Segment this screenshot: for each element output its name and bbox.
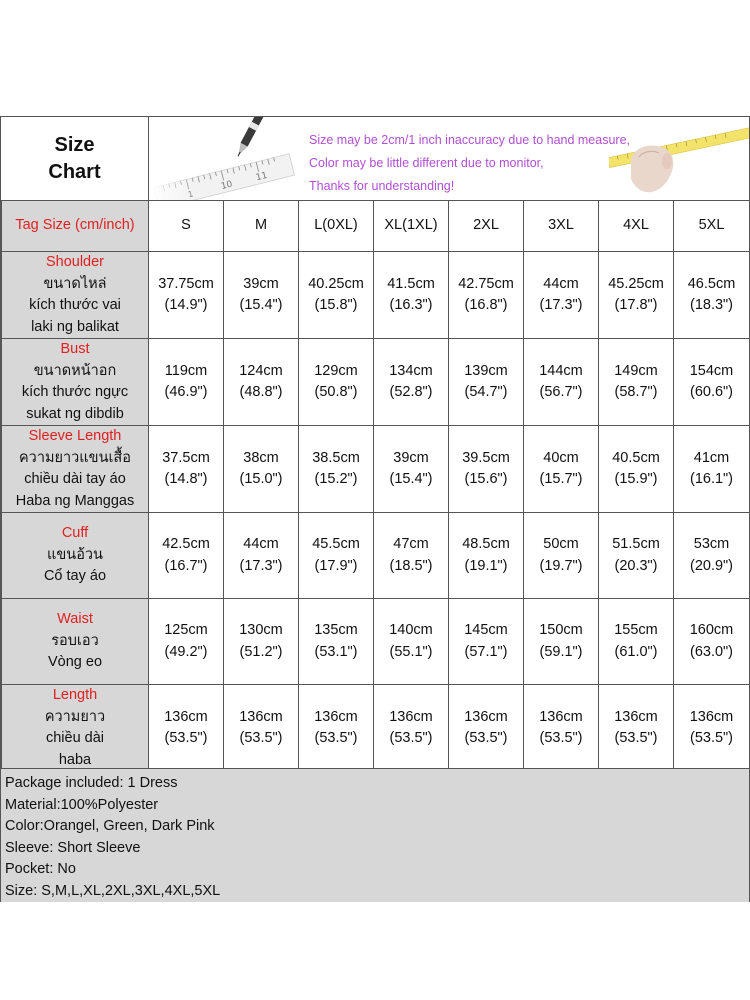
measurement-value-cell (674, 426, 750, 513)
measurement-translation: kích thước ngực (21, 384, 129, 400)
measurement-value-cell (374, 252, 449, 339)
measurement-value-cell (224, 599, 299, 685)
info-pocket: Pocket: No (5, 861, 76, 877)
measurement-value-cell (449, 685, 524, 772)
measurement-value-cell (149, 426, 224, 513)
value-inch: (17.3") (239, 557, 283, 574)
measurement-translation: Haba ng Manggas (15, 492, 135, 509)
value-cm: 38.5cm (312, 449, 360, 466)
value-cm: 136cm (614, 708, 658, 725)
size-column-header: S (149, 201, 224, 252)
measurement-name: Waist (57, 611, 93, 628)
value-inch: (14.9") (164, 297, 208, 313)
measurement-value-cell (149, 599, 224, 685)
measurement-value-cell (674, 339, 750, 426)
measurement-value-cell (674, 513, 750, 599)
value-cm: 136cm (314, 708, 358, 725)
value-cm: 41.5cm (387, 275, 435, 292)
measurement-name: Length (52, 687, 98, 703)
value-inch: (15.2") (314, 471, 358, 487)
measurement-label-cell (2, 252, 149, 339)
value-inch: (17.8") (614, 297, 658, 313)
banner-notes (309, 129, 630, 198)
measurement-value-cell (674, 685, 750, 772)
measurement-label-cell (2, 599, 149, 685)
measurement-value-cell (224, 426, 299, 513)
measurement-value-cell (524, 599, 599, 685)
value-inch: (15.4") (389, 471, 433, 487)
measurement-value-cell (599, 426, 674, 513)
measurement-value-cell (599, 599, 674, 685)
measurement-value-cell (599, 339, 674, 426)
value-inch: (16.7") (164, 557, 208, 574)
measurement-row (2, 339, 750, 426)
value-inch: (48.8") (239, 384, 283, 400)
measurement-translation: Cổ tay áo (43, 568, 107, 585)
measurement-value-cell (449, 339, 524, 426)
value-inch: (15.8") (314, 297, 358, 313)
measurement-value-cell (449, 513, 524, 599)
value-inch: (14.8") (164, 471, 208, 487)
measurement-translation: ความยาว (44, 708, 106, 725)
measurement-value-cell (524, 513, 599, 599)
measurement-value-cell (599, 513, 674, 599)
measurement-name: Sleeve Length (28, 428, 122, 444)
measurement-name: Cuff (61, 525, 89, 542)
measurement-value-cell (149, 252, 224, 339)
value-cm: 39cm (393, 449, 429, 466)
value-inch: (53.5") (689, 730, 734, 746)
measurement-row (2, 599, 750, 685)
value-cm: 45.25cm (608, 275, 664, 292)
measurement-translation: chiều dài tay áo (24, 471, 126, 487)
value-inch: (46.9") (164, 384, 208, 400)
measurement-value-cell (674, 599, 750, 685)
value-cm: 37.5cm (162, 449, 210, 466)
value-inch: (53.5") (164, 730, 208, 746)
value-inch: (50.8") (314, 384, 358, 400)
value-inch: (53.5") (614, 730, 658, 746)
measurement-value-cell (224, 252, 299, 339)
size-table (1, 200, 750, 772)
value-inch: (15.0") (239, 471, 283, 487)
value-cm: 38cm (243, 449, 279, 466)
value-cm: 136cm (689, 708, 734, 725)
value-inch: (63.0") (689, 643, 734, 660)
measurement-value-cell (374, 339, 449, 426)
value-inch: (59.1") (539, 643, 583, 660)
value-cm: 42.75cm (458, 275, 514, 292)
measurement-value-cell (599, 252, 674, 339)
measurement-value-cell (449, 426, 524, 513)
chart-header (1, 117, 749, 201)
measurement-value-cell (299, 339, 374, 426)
info-material: Material:100%Polyester (5, 796, 159, 813)
value-cm: 40cm (543, 449, 579, 466)
tag-size-label: Tag Size (cm/inch) (2, 201, 149, 252)
value-inch: (18.5") (389, 557, 433, 574)
value-inch: (19.7") (539, 557, 583, 574)
value-cm: 50cm (543, 536, 579, 552)
measurement-translation: haba (58, 751, 92, 768)
measurement-value-cell (524, 685, 599, 772)
value-inch: (54.7") (464, 384, 508, 400)
measurement-value-cell (449, 599, 524, 685)
note-color-monitor: Color may be little different due to monitor, (309, 156, 544, 170)
measurement-value-cell (599, 685, 674, 772)
pen-and-ruler-illustration-icon (149, 117, 299, 200)
size-column-header: 4XL (599, 201, 674, 252)
value-inch: (53.5") (539, 730, 583, 746)
value-cm: 48.5cm (462, 536, 510, 552)
value-inch: (18.3") (689, 297, 734, 313)
info-color: Color:Orangel, Green, Dark Pink (5, 818, 215, 834)
value-inch: (51.2") (239, 643, 283, 660)
value-cm: 45.5cm (312, 536, 360, 552)
value-inch: (15.7") (539, 471, 583, 487)
measurement-label-cell (2, 426, 149, 513)
measurement-translation: ความยาวแขนเสื้อ (18, 449, 131, 466)
measurement-row (2, 426, 750, 513)
note-hand-measure: Size may be 2cm/1 inch inaccuracy due to hand measure, (309, 133, 631, 147)
measurement-translation: รอบเอว (51, 632, 99, 649)
info-package: Package included: 1 Dress (5, 775, 178, 791)
value-cm: 39.5cm (462, 449, 510, 466)
size-column-header: 5XL (674, 201, 750, 252)
value-inch: (53.5") (389, 730, 433, 746)
value-cm: 160cm (689, 622, 734, 638)
value-inch: (49.2") (164, 643, 208, 660)
measurement-banner (149, 117, 749, 200)
measurement-value-cell (374, 513, 449, 599)
value-cm: 150cm (539, 622, 583, 638)
value-cm: 40.5cm (612, 449, 660, 466)
value-cm: 134cm (389, 362, 433, 379)
measurement-row (2, 513, 750, 599)
size-chart-sheet (0, 116, 750, 902)
measurement-translation: kích thước vai (29, 297, 121, 313)
value-cm: 46.5cm (687, 275, 736, 292)
info-sleeve: Sleeve: Short Sleeve (5, 839, 141, 856)
measurement-value-cell (374, 685, 449, 772)
measurement-name: Shoulder (45, 254, 105, 270)
measurement-translation: laki ng balikat (31, 318, 119, 335)
measurement-value-cell (149, 339, 224, 426)
chart-title-line-1: Size (54, 133, 95, 156)
value-cm: 53cm (693, 536, 730, 552)
measurement-value-cell (374, 426, 449, 513)
value-cm: 44cm (243, 536, 279, 552)
measurement-value-cell (149, 685, 224, 772)
value-cm: 40.25cm (308, 275, 364, 292)
measurement-translation: ขนาดหน้าอก (33, 362, 117, 379)
value-inch: (57.1") (464, 643, 508, 660)
value-cm: 41cm (693, 449, 730, 466)
size-column-header: L(0XL) (299, 201, 374, 252)
measurement-label-cell (2, 685, 149, 772)
measurement-value-cell (224, 339, 299, 426)
value-cm: 124cm (239, 362, 283, 379)
value-cm: 136cm (464, 708, 508, 725)
measurement-label-cell (2, 339, 149, 426)
value-inch: (16.1") (689, 471, 734, 487)
value-cm: 39cm (243, 275, 279, 292)
value-inch: (56.7") (539, 384, 583, 400)
size-column-header: 2XL (449, 201, 524, 252)
value-cm: 135cm (314, 622, 358, 638)
value-inch: (15.4") (239, 297, 283, 313)
value-inch: (60.6") (689, 384, 734, 400)
value-cm: 42.5cm (162, 536, 210, 552)
value-cm: 144cm (539, 362, 583, 379)
chart-title-line-2: Chart (48, 160, 101, 183)
value-cm: 145cm (464, 622, 508, 638)
value-cm: 44cm (543, 275, 579, 292)
value-cm: 136cm (164, 708, 208, 725)
value-inch: (55.1") (389, 643, 433, 660)
measurement-row (2, 252, 750, 339)
value-cm: 136cm (539, 708, 583, 725)
value-cm: 125cm (164, 622, 208, 638)
chart-title (1, 117, 149, 200)
measurement-value-cell (524, 426, 599, 513)
value-cm: 130cm (239, 622, 283, 638)
measurement-value-cell (524, 252, 599, 339)
measurement-value-cell (149, 513, 224, 599)
value-inch: (17.3") (539, 297, 583, 313)
size-column-header: XL(1XL) (374, 201, 449, 252)
measurement-translation: sukat ng dibdib (26, 405, 124, 422)
value-inch: (53.5") (314, 730, 358, 746)
value-inch: (17.9") (314, 557, 358, 574)
value-cm: 47cm (393, 536, 429, 552)
value-cm: 154cm (689, 362, 734, 379)
measurement-value-cell (224, 513, 299, 599)
value-inch: (61.0") (614, 643, 658, 660)
value-inch: (15.6") (464, 471, 508, 487)
size-column-header: M (224, 201, 299, 252)
measurement-translation: แขนอ้วน (47, 546, 103, 563)
measurement-value-cell (299, 513, 374, 599)
measurement-value-cell (674, 252, 750, 339)
measurement-value-cell (299, 426, 374, 513)
value-cm: 119cm (164, 362, 208, 379)
measurement-label-cell (2, 513, 149, 599)
measurement-translation: ขนาดไหล่ (43, 275, 107, 292)
info-size: Size: S,M,L,XL,2XL,3XL,4XL,5XL (5, 882, 221, 899)
note-thanks: Thanks for understanding! (309, 179, 455, 193)
measurement-value-cell (224, 685, 299, 772)
measurement-value-cell (524, 339, 599, 426)
measurement-row (2, 685, 750, 772)
value-cm: 129cm (314, 362, 358, 379)
measurement-value-cell (449, 252, 524, 339)
product-info (1, 768, 749, 902)
value-inch: (20.9") (689, 557, 734, 574)
value-inch: (15.9") (614, 471, 658, 487)
value-inch: (19.1") (464, 557, 508, 574)
measurement-value-cell (374, 599, 449, 685)
value-cm: 136cm (389, 708, 433, 725)
value-inch: (16.3") (389, 297, 433, 313)
measurement-value-cell (299, 599, 374, 685)
value-inch: (53.5") (464, 730, 508, 746)
measurement-translation: chiều dài (45, 730, 105, 746)
value-cm: 140cm (389, 622, 433, 638)
size-header-row (2, 201, 750, 252)
value-cm: 155cm (614, 622, 658, 638)
value-inch: (20.3") (614, 557, 658, 574)
value-cm: 139cm (464, 362, 508, 379)
value-inch: (58.7") (614, 384, 658, 400)
value-inch: (53.5") (239, 730, 283, 746)
measurement-value-cell (299, 685, 374, 772)
value-inch: (52.8") (389, 384, 433, 400)
measurement-value-cell (299, 252, 374, 339)
size-column-header: 3XL (524, 201, 599, 252)
value-cm: 51.5cm (612, 536, 660, 552)
value-cm: 149cm (614, 362, 658, 379)
measurement-name: Bust (60, 341, 90, 357)
measurement-translation: Vòng eo (47, 654, 103, 671)
hand-holding-tape-measure-icon (609, 117, 749, 200)
value-cm: 136cm (239, 708, 283, 725)
value-inch: (16.8") (464, 297, 508, 313)
value-cm: 37.75cm (158, 275, 214, 292)
value-inch: (53.1") (314, 643, 358, 660)
